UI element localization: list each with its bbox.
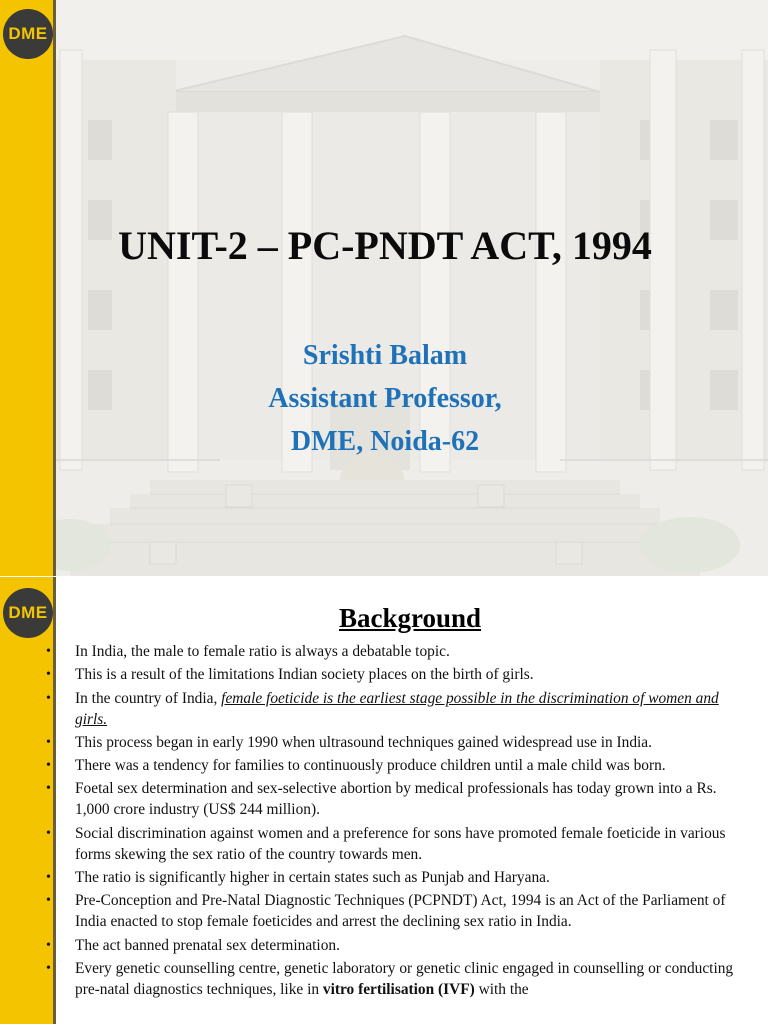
bullet-item: • Social discrimination against women and a preference for sons have promoted female foeticide in various forms skewing the sex ratio of the country towards men. — [46, 823, 746, 865]
slide-title: UNIT-2 – PC-PNDT ACT, 1994 — [118, 223, 652, 268]
emphasis-text: female foeticide is the earliest stage possible in the discrimination of women and girls. — [75, 689, 719, 728]
section-heading: Background — [338, 603, 482, 633]
bullet-item: • This is a result of the limitations Indian society places on the birth of girls. — [46, 664, 746, 685]
author-name: Srishti Balam — [302, 340, 468, 371]
yellow-sidebar — [0, 0, 56, 576]
bullet-item: • There was a tendency for families to continuously produce children until a male child was born. — [46, 755, 746, 776]
bullet-item: • In India, the male to female ratio is always a debatable topic. — [46, 641, 746, 662]
bullet-item: • The act banned prenatal sex determination. — [46, 935, 746, 956]
bullet-list — [46, 641, 746, 1002]
bullet-item: • Pre-Conception and Pre-Natal Diagnostic Techniques (PCPNDT) Act, 1994 is an Act of the Parliament of India enacted to stop female foeticides and arrest the declining sex ratio in India. — [46, 890, 746, 932]
bullet-item: • Every genetic counselling centre, genetic laboratory or genetic clinic engaged in counselling or conducting pre-natal diagnostics techniques, like in vitro fertilisation (IVF) with the — [46, 958, 746, 1000]
bullet-item: • Foetal sex determination and sex-selective abortion by medical professionals has today grown into a Rs. 1,000 crore industry (US$ 244 million). — [46, 778, 746, 820]
author-institution: DME, Noida-62 — [290, 426, 480, 457]
author-designation: Assistant Professor, — [268, 383, 502, 414]
bullet-item: • This process began in early 1990 when ultrasound techniques gained widespread use in India. — [46, 732, 746, 753]
bullet-item: • In the country of India, female foeticide is the earliest stage possible in the discrimination of women and girls. — [46, 688, 746, 730]
bullet-item: • The ratio is significantly higher in certain states such as Punjab and Haryana. — [46, 867, 746, 888]
author-block — [60, 334, 710, 463]
dme-logo: DME — [3, 9, 53, 59]
dme-logo: DME — [3, 588, 53, 638]
background-slide — [0, 577, 768, 1024]
bold-text: vitro fertilisation (IVF) — [322, 980, 475, 998]
